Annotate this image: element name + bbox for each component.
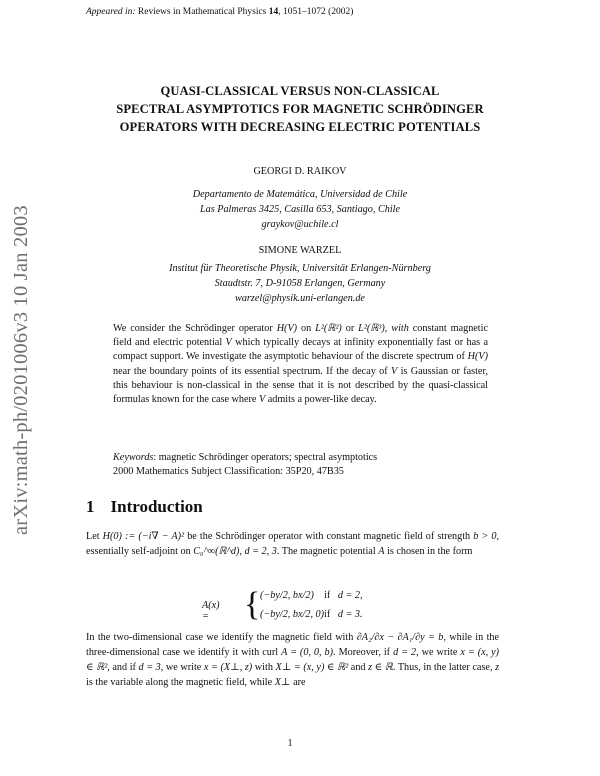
abstract-text: on: [301, 323, 312, 334]
body-text: ,: [239, 546, 242, 557]
intro-paragraph: [86, 529, 499, 559]
math-z: z: [495, 662, 500, 673]
keywords-block: [113, 451, 377, 479]
journal-volume: 14: [268, 7, 279, 17]
equation-lhs: A(x) =: [202, 600, 220, 622]
author-1-email: graykov@uchile.cl: [261, 218, 339, 230]
math-x-perp-short: X⊥: [274, 677, 291, 688]
title-line-2: SPECTRAL ASYMPTOTICS FOR MAGNETIC SCHRÖDINGER: [116, 102, 484, 116]
body-text: strength: [437, 531, 471, 542]
appeared-label: Appeared in:: [86, 7, 136, 17]
body-text: . The magnetic potential: [276, 546, 376, 557]
section-heading: [86, 497, 203, 517]
author-2-affil-line-2: Staudtstr. 7, D-91058 Erlangen, Germany: [214, 277, 386, 289]
math-x-perp: X⊥ = (x, y) ∈ ℝ²: [275, 662, 349, 673]
abstract-text: is Gaussian or faster, this behaviour is non-classical in the sense that it is not described by the quasi-classical formulas known for the case where: [113, 365, 488, 406]
section-number: 1: [86, 497, 95, 516]
equation-row-1: (−by/2, bx/2): [260, 590, 314, 601]
author-1-affiliation: [60, 188, 540, 232]
body-text: write: [436, 647, 458, 658]
author-1-affil-line-2: Las Palmeras 3425, Casilla 653, Santiago, Chile: [199, 203, 401, 215]
body-text: , we: [416, 647, 434, 658]
abstract-text: We consider the Schrödinger operator: [113, 323, 273, 334]
equation-cond-1: [324, 590, 363, 601]
equation-cond-text: d = 3.: [337, 609, 363, 620]
abstract-text: near the boundary points of its essential spectrum. If the decay of: [113, 365, 388, 377]
math-b-positive: b > 0: [473, 531, 497, 542]
body-text: be the Schrödinger operator with constant magnetic field of: [187, 531, 435, 542]
body-text: is the variable along the magnetic field, while: [86, 677, 273, 688]
math-z-real: z ∈ ℝ: [368, 662, 393, 673]
math-x-3d: x = (X⊥, z): [203, 662, 253, 673]
page-number: 1: [287, 738, 293, 749]
math-a: A: [378, 546, 385, 557]
abstract-text: or: [345, 323, 355, 334]
body-text: , essentially self-adjoint on: [86, 531, 500, 557]
section-title: Introduction: [110, 497, 203, 516]
body-text: the three-dimensional case we identify it with curl: [86, 632, 500, 658]
abstract-math-v: V: [391, 365, 398, 377]
paper-title: [60, 82, 540, 136]
abstract-math-v: V: [225, 337, 232, 349]
author-2-name: SIMONE WARZEL: [258, 245, 342, 256]
author-1-affil-line-1: Departamento de Matemática, Universidad de Chile: [192, 189, 408, 200]
abstract-math-l2r3: L²(ℝ³), with: [358, 323, 409, 334]
title-line-3: OPERATORS WITH DECREASING ELECTRIC POTENTIALS: [119, 120, 481, 134]
author-1-name: GEORGI D. RAIKOV: [253, 166, 347, 177]
abstract-math-hv: H(V): [467, 351, 489, 363]
author-2-affiliation: [60, 262, 540, 306]
keywords-line: [113, 451, 377, 465]
equation-row-2: (−by/2, bx/2, 0): [260, 609, 325, 620]
body-text: , we write: [160, 662, 202, 673]
math-x-2d: x = (x, y) ∈ ℝ²: [86, 647, 500, 673]
equation-if: if: [324, 590, 331, 601]
journal-name: Reviews in Mathematical Physics: [137, 7, 267, 17]
math-h0-definition: H(0) := (−i∇ − A)²: [102, 531, 185, 542]
abstract-math-l2r2: L²(ℝ²): [315, 323, 342, 334]
body-text: , and if: [107, 662, 136, 673]
body-text: with: [254, 662, 273, 673]
body-text: Let: [86, 531, 100, 542]
equation-cond-2: [324, 609, 363, 620]
abstract: [113, 322, 488, 407]
title-line-1: QUASI-CLASSICAL VERSUS NON-CLASSICAL: [160, 84, 440, 98]
math-c-infinity: C₀^∞(ℝ^d): [193, 546, 240, 557]
msc-line: 2000 Mathematics Subject Classification: 35P20, 47B35: [113, 466, 344, 477]
body-text: are: [293, 677, 306, 688]
author-2-affil-line-1: Institut für Theoretische Physik, Universität Erlangen-Nürnberg: [169, 263, 431, 274]
field-paragraph: [86, 630, 499, 690]
abstract-math-v: V: [258, 394, 266, 406]
author-2-email: warzel@physik.uni-erlangen.de: [235, 292, 365, 304]
body-text: . Thus, in the latter case,: [392, 662, 493, 673]
math-d2: d = 2: [393, 647, 417, 658]
math-d3: d = 3: [138, 662, 161, 673]
body-text: . Moreover, if: [333, 647, 391, 658]
body-text: In the two-dimensional case we identify the magnetic field with: [86, 632, 354, 643]
abstract-text: which typically decays at infinity exponentially fast or has a compact support. We investigate the asymptotic behaviour of the discrete spectrum of: [113, 337, 489, 363]
keywords-label: Keywords: [113, 452, 154, 463]
math-field-3d: A = (0, 0, b): [281, 647, 334, 658]
arxiv-stamp: arXiv:math-ph/0201006v3 10 Jan 2003: [10, 205, 32, 535]
math-d-values: d = 2, 3: [244, 546, 277, 557]
body-text: and: [350, 662, 366, 673]
body-text: is chosen in the form: [386, 546, 473, 557]
equation-if: if: [324, 609, 331, 620]
abstract-math-hv: H(V): [276, 323, 298, 334]
journal-pages-year: , 1051–1072 (2002): [278, 7, 354, 17]
appeared-in-line: [86, 7, 353, 17]
abstract-text: constant magnetic field and electric potential: [113, 323, 488, 349]
equation-cond-text: d = 2,: [337, 590, 363, 601]
equation-brace: {: [244, 586, 261, 623]
math-field-2d: ∂A₂/∂x − ∂A₁/∂y = b: [356, 632, 444, 643]
body-text: , while in: [443, 632, 484, 643]
keywords-text: : magnetic Schrödinger operators; spectral asymptotics: [153, 452, 378, 463]
abstract-text: admits a power-like decay.: [267, 394, 377, 406]
